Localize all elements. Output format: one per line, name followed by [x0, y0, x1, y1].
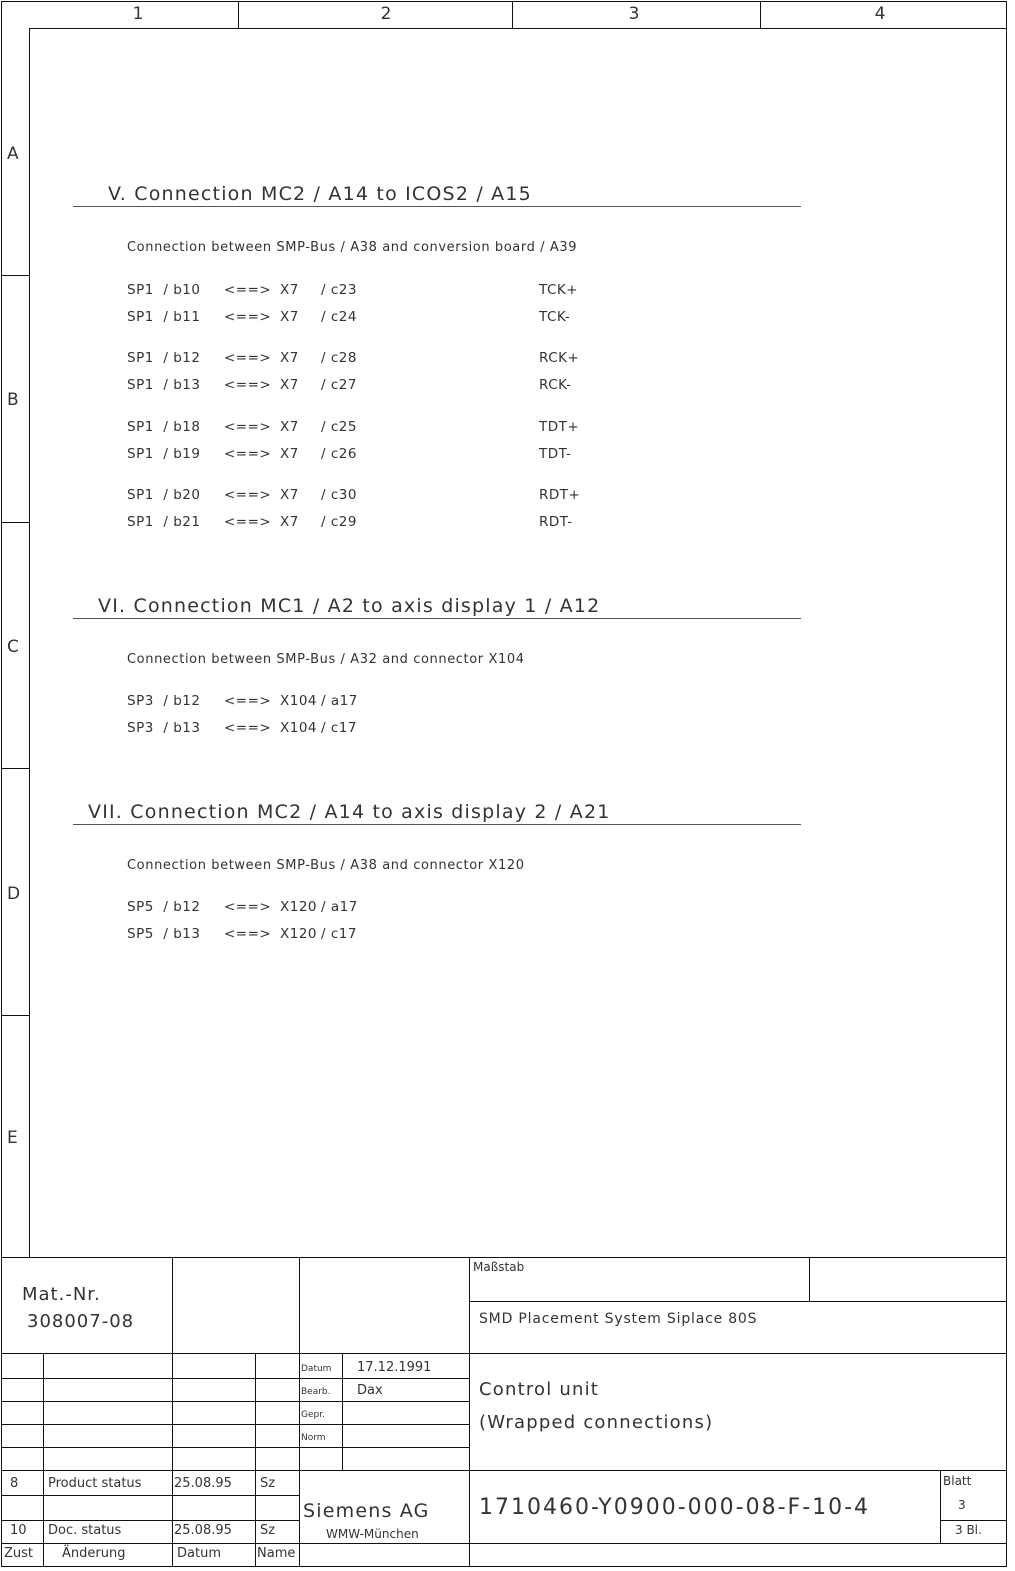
- section-subtitle: Connection between SMP-Bus / A38 and conversion board / A39: [127, 240, 578, 255]
- section-heading: VII. Connection MC2 / A14 to axis display 2 / A21: [88, 801, 611, 823]
- sheet-total: 3 Bl.: [955, 1523, 982, 1537]
- bearb-value: Dax: [357, 1383, 383, 1398]
- tb-line: [1, 1257, 1007, 1258]
- bearb-label: Bearb.: [301, 1387, 331, 1397]
- tb-line: [342, 1353, 343, 1470]
- zone-divider: [238, 1, 239, 28]
- connection-src: SP3 / b12: [127, 693, 201, 709]
- connection-arrow: <==>: [224, 926, 272, 942]
- rev-aenderung: Doc. status: [48, 1523, 122, 1538]
- tb-line: [1, 1470, 1007, 1471]
- tb-line: [1, 1353, 1007, 1354]
- connection-signal: RDT+: [539, 487, 581, 503]
- connection-arrow: <==>: [224, 309, 272, 325]
- rev-datum: 25.08.95: [174, 1476, 232, 1491]
- connection-signal: TDT+: [539, 419, 580, 435]
- connection-pin: / c17: [321, 926, 357, 942]
- drawing-number: 1710460-Y0900-000-08-F-10-4: [479, 1495, 871, 1520]
- zone-column-1: 1: [132, 4, 144, 24]
- rev-name: Sz: [260, 1523, 276, 1538]
- connection-src: SP1 / b12: [127, 350, 201, 366]
- rev-datum: 25.08.95: [174, 1523, 232, 1538]
- connection-src: SP1 / b20: [127, 487, 201, 503]
- connection-pin: / a17: [321, 899, 358, 915]
- system-name: SMD Placement System Siplace 80S: [479, 1311, 758, 1327]
- zone-row-d: D: [7, 884, 21, 904]
- connection-conn: X120: [280, 899, 318, 915]
- connection-src: SP1 / b13: [127, 377, 201, 393]
- tb-line: [469, 1301, 1007, 1302]
- tb-line: [1, 1543, 1007, 1544]
- connection-arrow: <==>: [224, 899, 272, 915]
- connection-pin: / c28: [321, 350, 357, 366]
- rev-zust: 10: [10, 1523, 27, 1538]
- zone-divider: [1, 768, 29, 769]
- zone-row-c: C: [7, 637, 19, 657]
- gepr-label: Gepr.: [301, 1410, 325, 1420]
- datum-label: Datum: [301, 1364, 332, 1374]
- connection-src: SP3 / b13: [127, 720, 201, 736]
- connection-pin: / c27: [321, 377, 357, 393]
- zone-row-a: A: [7, 144, 19, 164]
- zone-row-b: B: [7, 390, 19, 410]
- connection-conn: X7: [280, 282, 299, 298]
- scale-label: Maßstab: [473, 1260, 525, 1274]
- connection-signal: RCK+: [539, 350, 580, 366]
- connection-signal: RDT-: [539, 514, 573, 530]
- connection-arrow: <==>: [224, 720, 272, 736]
- tb-line: [469, 1257, 470, 1567]
- connection-conn: X7: [280, 487, 299, 503]
- frame-bottom: [1, 1566, 1007, 1567]
- connection-pin: / c26: [321, 446, 357, 462]
- frame-left: [1, 1, 2, 1567]
- rev-name: Sz: [260, 1476, 276, 1491]
- connection-src: SP1 / b10: [127, 282, 201, 298]
- frame-right: [1006, 1, 1007, 1567]
- connection-arrow: <==>: [224, 514, 272, 530]
- connection-arrow: <==>: [224, 282, 272, 298]
- drawing-title-line2: (Wrapped connections): [479, 1412, 714, 1433]
- section-rule: [73, 206, 801, 207]
- connection-src: SP1 / b18: [127, 419, 201, 435]
- connection-src: SP1 / b21: [127, 514, 201, 530]
- zone-column-3: 3: [628, 4, 640, 24]
- connection-pin: / c30: [321, 487, 357, 503]
- connection-arrow: <==>: [224, 377, 272, 393]
- mat-label: Mat.-Nr.: [22, 1284, 101, 1305]
- tb-line: [809, 1257, 810, 1301]
- connection-src: SP1 / b11: [127, 309, 201, 325]
- connection-arrow: <==>: [224, 487, 272, 503]
- connection-signal: TDT-: [539, 446, 572, 462]
- rev-header-name: Name: [257, 1546, 296, 1561]
- zone-divider: [1, 522, 29, 523]
- zone-divider: [760, 1, 761, 28]
- sheet-label: Blatt: [943, 1474, 972, 1488]
- tb-line: [1, 1424, 469, 1425]
- tb-line: [940, 1520, 1007, 1521]
- connection-src: SP5 / b13: [127, 926, 201, 942]
- inner-top: [29, 28, 1006, 29]
- drawing-title-line1: Control unit: [479, 1379, 600, 1400]
- zone-divider: [512, 1, 513, 28]
- connection-conn: X104: [280, 720, 318, 736]
- connection-signal: TCK-: [539, 309, 571, 325]
- connection-pin: / c29: [321, 514, 357, 530]
- tb-line: [1, 1378, 469, 1379]
- inner-left: [29, 28, 30, 1258]
- datum-value: 17.12.1991: [357, 1360, 432, 1375]
- rev-aenderung: Product status: [48, 1476, 142, 1491]
- zone-column-2: 2: [380, 4, 392, 24]
- connection-pin: / c24: [321, 309, 357, 325]
- zone-divider: [1, 275, 29, 276]
- connection-conn: X7: [280, 309, 299, 325]
- zone-column-4: 4: [874, 4, 886, 24]
- connection-arrow: <==>: [224, 446, 272, 462]
- mat-number: 308007-08: [27, 1311, 135, 1332]
- connection-conn: X120: [280, 926, 318, 942]
- frame-top: [1, 1, 1007, 2]
- tb-line: [940, 1470, 941, 1543]
- section-rule: [73, 824, 801, 825]
- connection-arrow: <==>: [224, 693, 272, 709]
- rev-header-aenderung: Änderung: [62, 1546, 126, 1561]
- norm-label: Norm: [301, 1433, 326, 1443]
- connection-signal: TCK+: [539, 282, 579, 298]
- connection-pin: / a17: [321, 693, 358, 709]
- connection-pin: / c25: [321, 419, 357, 435]
- connection-conn: X104: [280, 693, 318, 709]
- section-heading: VI. Connection MC1 / A2 to axis display 1 / A12: [98, 595, 601, 617]
- section-subtitle: Connection between SMP-Bus / A38 and connector X120: [127, 858, 525, 873]
- connection-arrow: <==>: [224, 419, 272, 435]
- tb-line: [255, 1353, 256, 1567]
- rev-header-zust: Zust: [4, 1546, 34, 1561]
- section-rule: [73, 618, 801, 619]
- section-subtitle: Connection between SMP-Bus / A32 and connector X104: [127, 652, 525, 667]
- tb-line: [1, 1447, 469, 1448]
- company-name: Siemens AG: [303, 1500, 430, 1522]
- connection-conn: X7: [280, 514, 299, 530]
- connection-pin: / c17: [321, 720, 357, 736]
- tb-line: [43, 1353, 44, 1567]
- tb-line: [1, 1401, 469, 1402]
- connection-conn: X7: [280, 350, 299, 366]
- connection-conn: X7: [280, 446, 299, 462]
- tb-line: [172, 1257, 173, 1567]
- section-heading: V. Connection MC2 / A14 to ICOS2 / A15: [108, 183, 532, 205]
- connection-src: SP1 / b19: [127, 446, 201, 462]
- rev-zust: 8: [10, 1476, 19, 1491]
- tb-line: [299, 1257, 300, 1567]
- sheet-number: 3: [958, 1498, 966, 1512]
- connection-arrow: <==>: [224, 350, 272, 366]
- zone-divider: [1, 1015, 29, 1016]
- connection-signal: RCK-: [539, 377, 572, 393]
- connection-src: SP5 / b12: [127, 899, 201, 915]
- connection-conn: X7: [280, 419, 299, 435]
- connection-conn: X7: [280, 377, 299, 393]
- connection-pin: / c23: [321, 282, 357, 298]
- zone-row-e: E: [7, 1128, 18, 1148]
- company-sub: WMW-München: [326, 1527, 419, 1541]
- rev-header-datum: Datum: [177, 1546, 221, 1561]
